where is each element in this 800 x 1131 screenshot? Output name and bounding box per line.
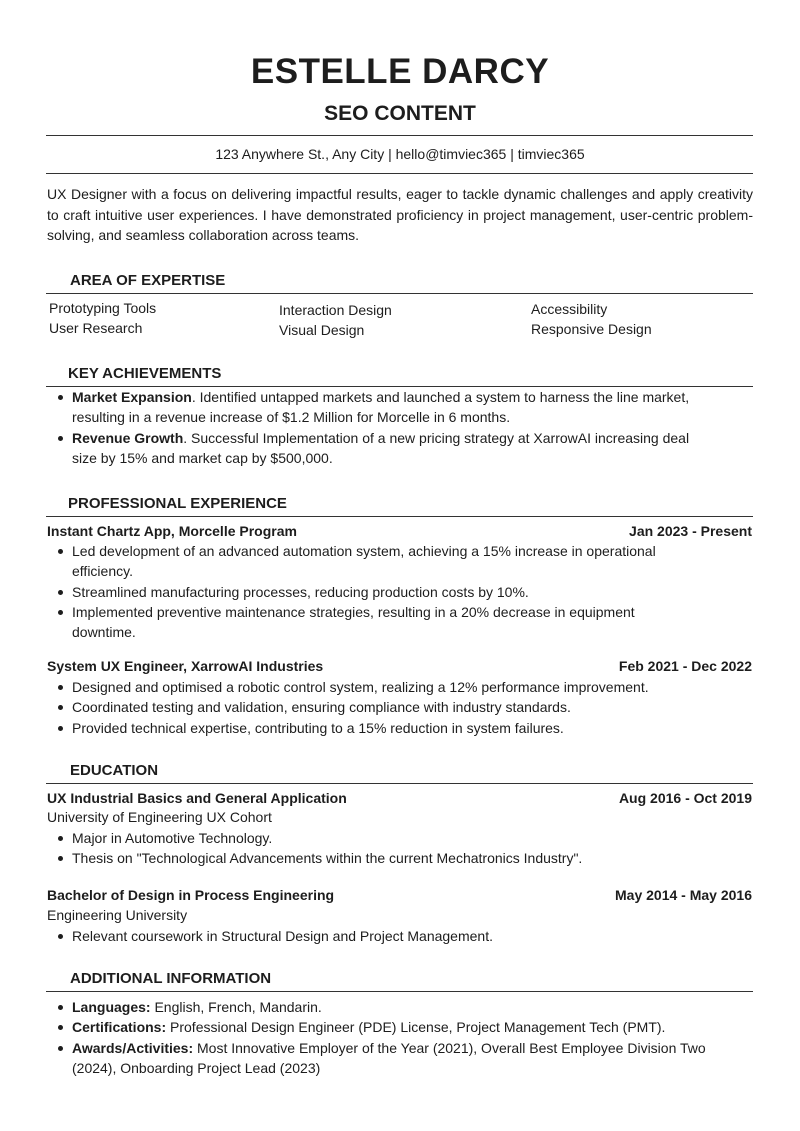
expertise-item: Visual Design — [279, 322, 365, 338]
job-bullet: Designed and optimised a robotic control system, realizing a 12% performance improvement. — [72, 677, 762, 697]
achievements-list — [46, 387, 717, 468]
achievement-label: Market Expansion — [72, 389, 192, 405]
expertise-item: Prototyping Tools — [49, 300, 157, 316]
experience-heading: PROFESSIONAL EXPERIENCE — [68, 495, 287, 512]
education-heading: EDUCATION — [70, 762, 159, 779]
degree-bullet: Major in Automotive Technology. — [72, 828, 762, 848]
job-title: Instant Chartz App, Morcelle Program — [47, 523, 297, 539]
degree-title: Bachelor of Design in Process Engineering — [47, 887, 335, 903]
expertise-item: Accessibility — [531, 301, 608, 317]
job-bullets — [46, 541, 692, 642]
achievement-text: . Successful Implementation of a new pricing strategy at XarrowAI increasing deal size by 15% and market cap by $500,000. — [72, 429, 690, 466]
additional-text: English, French, Mandarin. — [150, 999, 322, 1015]
school-name: Engineering University — [47, 907, 188, 923]
job-date: Feb 2021 - Dec 2022 — [618, 658, 752, 674]
additional-text: Most Innovative Employer of the Year (2021), Overall Best Employee Division Two (2024), Onboarding Project Lead (2023) — [72, 1039, 706, 1076]
degree-date: May 2014 - May 2016 — [615, 887, 752, 903]
additional-heading: ADDITIONAL INFORMATION — [70, 970, 272, 987]
job-bullet: Coordinated testing and validation, ensuring compliance with industry standards. — [72, 697, 762, 717]
achievement-label: Revenue Growth — [72, 429, 184, 446]
expertise-item: User Research — [49, 320, 143, 336]
additional-label: Certifications: — [72, 1019, 167, 1036]
degree-bullet: Relevant coursework in Structural Design and Project Management. — [72, 926, 762, 946]
expertise-divider — [46, 293, 753, 294]
additional-text: Professional Design Engineer (PDE) License, Project Management Tech (PMT). — [166, 1019, 666, 1036]
additional-item — [72, 997, 722, 1017]
candidate-name: ESTELLE DARCY — [250, 52, 550, 91]
degree-date: Aug 2016 - Oct 2019 — [618, 790, 752, 806]
expertise-item: Interaction Design — [279, 302, 392, 318]
job-bullets — [46, 677, 762, 738]
expertise-heading: AREA OF EXPERTISE — [70, 272, 226, 289]
education-divider — [46, 783, 753, 784]
job-bullet: Led development of an advanced automation system, achieving a 15% increase in operational efficiency. — [72, 541, 692, 582]
experience-divider — [46, 516, 753, 517]
profile-summary: UX Designer with a focus on delivering impactful results, eager to tackle dynamic challenges and apply creativity to craft intuitive user experiences. I have demonstrated proficiency in project management, user-centric problem-solving, and seamless collaboration across teams. — [47, 186, 753, 243]
school-name: University of Engineering UX Cohort — [47, 809, 272, 825]
additional-label: Awards/Activities: — [72, 1039, 194, 1056]
expertise-item: Responsive Design — [531, 321, 652, 337]
additional-divider — [46, 991, 753, 992]
achievements-heading: KEY ACHIEVEMENTS — [68, 365, 222, 382]
header-divider-bottom — [46, 173, 753, 174]
achievement-item — [72, 428, 717, 469]
job-bullet: Provided technical expertise, contributing to a 15% reduction in system failures. — [72, 718, 762, 738]
additional-item — [72, 1038, 722, 1079]
degree-bullets — [46, 926, 762, 946]
header-divider-top — [46, 135, 753, 136]
candidate-role: SEO CONTENT — [324, 102, 476, 125]
contact-line: 123 Anywhere St., Any City | hello@timviec365 | timviec365 — [215, 146, 585, 162]
achievement-text: . Identified untapped markets and launched a system to harness the line market, resulting in a revenue increase of $1.2 Million for Morcelle in 6 months. — [72, 389, 690, 426]
achievement-item — [72, 387, 717, 428]
additional-label: Languages: — [72, 999, 151, 1015]
job-bullet: Streamlined manufacturing processes, reducing production costs by 10%. — [72, 582, 692, 602]
job-title: System UX Engineer, XarrowAI Industries — [47, 658, 324, 674]
degree-title: UX Industrial Basics and General Application — [47, 790, 347, 806]
job-date: Jan 2023 - Present — [629, 523, 752, 539]
degree-bullet: Thesis on "Technological Advancements within the current Mechatronics Industry". — [72, 848, 762, 868]
degree-bullets — [46, 828, 762, 869]
additional-item — [72, 1017, 722, 1037]
job-bullet: Implemented preventive maintenance strategies, resulting in a 20% decrease in equipment downtime. — [72, 602, 692, 643]
additional-list — [46, 997, 722, 1078]
